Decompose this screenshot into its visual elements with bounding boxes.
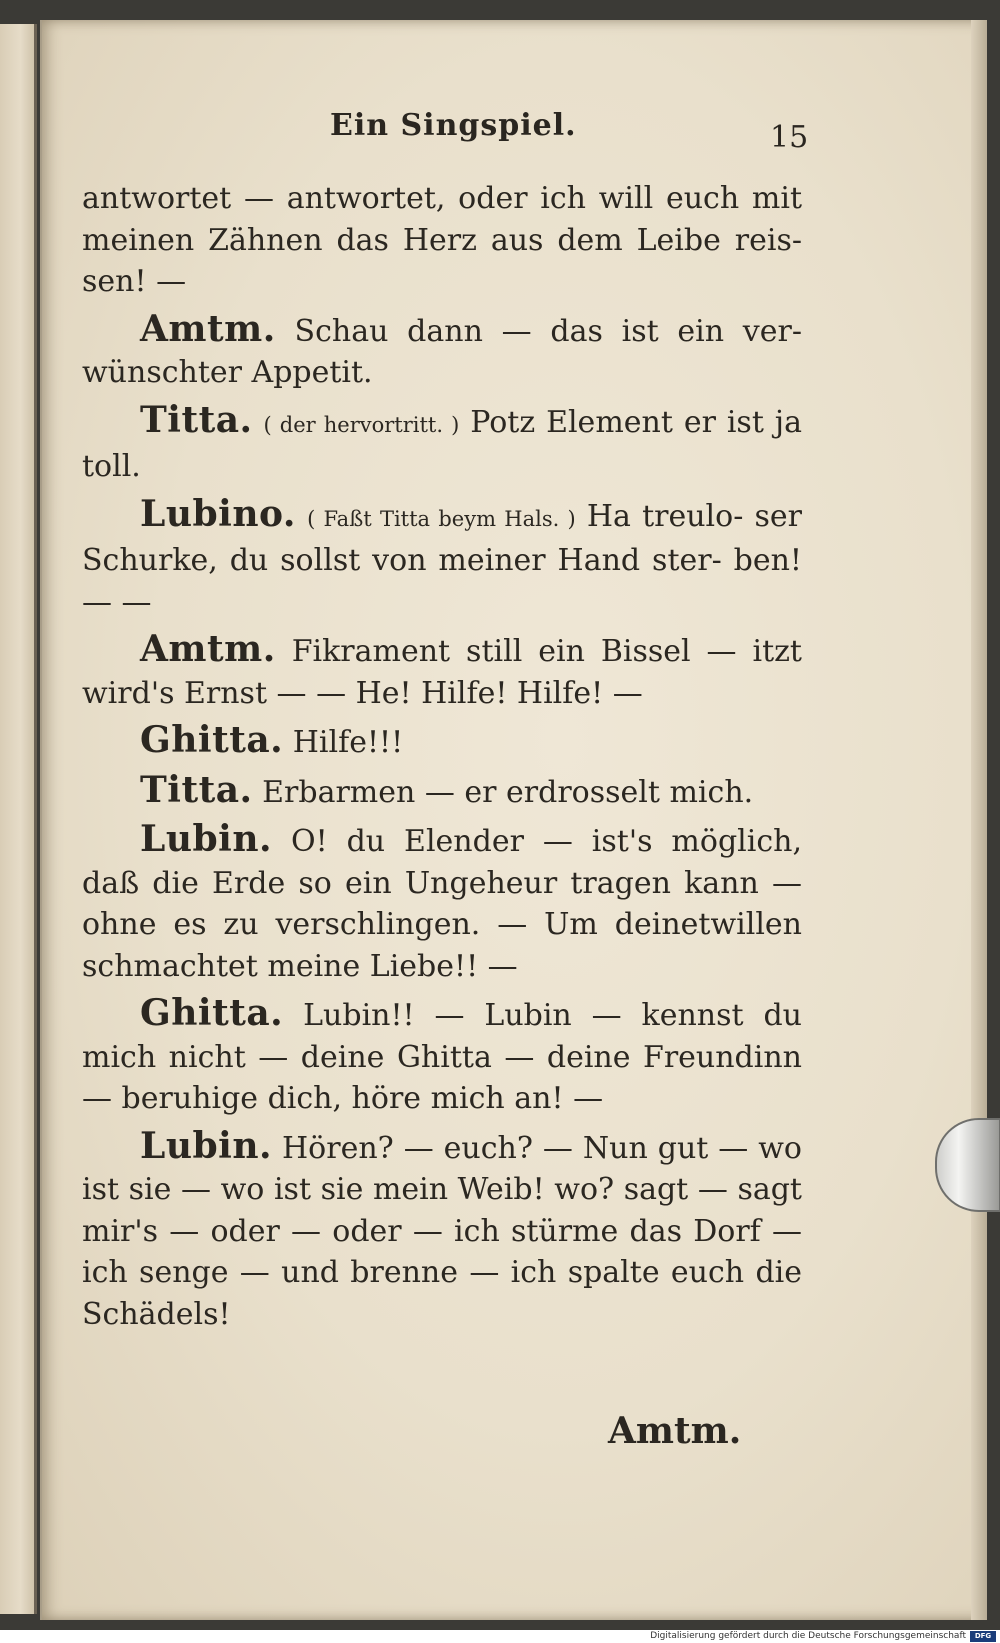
speaker-name: Lubin. [140,818,273,860]
catchword: Amtm. [608,1410,742,1452]
speech-text: Potz Element er ist ja toll. [82,404,802,484]
speaker-name: Lubino. [140,492,296,535]
funding-credit: Digitalisierung gefördert durch die Deutsche Forschungsgemeinschaft [650,1631,966,1641]
speech-text: Lubin!! — Lubin — kennst du mich nicht — deine Ghitta — deine Freundinn — beruhige dich, höre mich an! — [82,998,802,1116]
speaker-name: Amtm. [140,628,276,670]
speech-text: Hilfe!!! [292,725,404,760]
speech-paragraph [82,494,802,624]
speech-paragraph [82,309,802,394]
dfg-logo: DFG [970,1631,996,1642]
speech-text: O! du Elender — ist's möglich, daß die Erde so ein Ungeheur tragen kann — ohne es zu verschlingen. — Um deinetwillen schmachtet meine Liebe!! — [82,824,802,984]
facing-page-edge [0,24,37,1614]
speech-text: Fikrament still ein Bissel — itzt wird's Ernst — — He! Hilfe! Hilfe! — [82,634,802,711]
speaker-name: Titta. [140,398,253,441]
speaker-name: Lubin. [140,1124,273,1167]
page-number: 15 [770,120,809,155]
speech-paragraph [82,400,802,488]
page-edge [971,20,987,1620]
running-title: Ein Singspiel. [330,108,577,143]
footer-bar [0,1630,1000,1643]
speech-paragraph [82,819,802,987]
speech-text: Hören? — euch? — Nun gut — wo ist sie — wo ist sie mein Weib! wo? sagt — sagt mir's — oder — oder — ich stürme das Dorf — ich senge — und brenne — ich spalte euch die Schädels! [82,1130,802,1332]
speaker-name: Titta. [140,768,253,811]
speech-paragraph [82,1126,802,1336]
speech-paragraph [82,629,802,714]
paragraph [82,178,802,303]
speaker-name: Amtm. [140,307,276,350]
speech-paragraph [82,993,802,1120]
speech-text: Schau dann — das ist ein ver- wünschter Appetit. [82,313,802,390]
paragraph-text: antwortet — antwortet, oder ich will euch mit meinen Zähnen das Herz aus dem Leibe reis- sen! — [82,181,802,299]
speaker-name: Ghitta. [140,719,284,761]
speech-paragraph [82,770,802,814]
speaker-name: Ghitta. [140,992,284,1034]
body-text [82,178,802,1335]
speech-text: Erbarmen — er erdrosselt mich. [262,774,754,810]
stage-direction: ( Faßt Titta beym Hals. ) [307,506,576,531]
stage-direction: ( der hervortritt. ) [263,412,460,437]
speech-paragraph [82,720,802,764]
speech-text: Ha treulo- ser Schurke, du sollst von meiner Hand ster- ben! — — [82,498,802,620]
